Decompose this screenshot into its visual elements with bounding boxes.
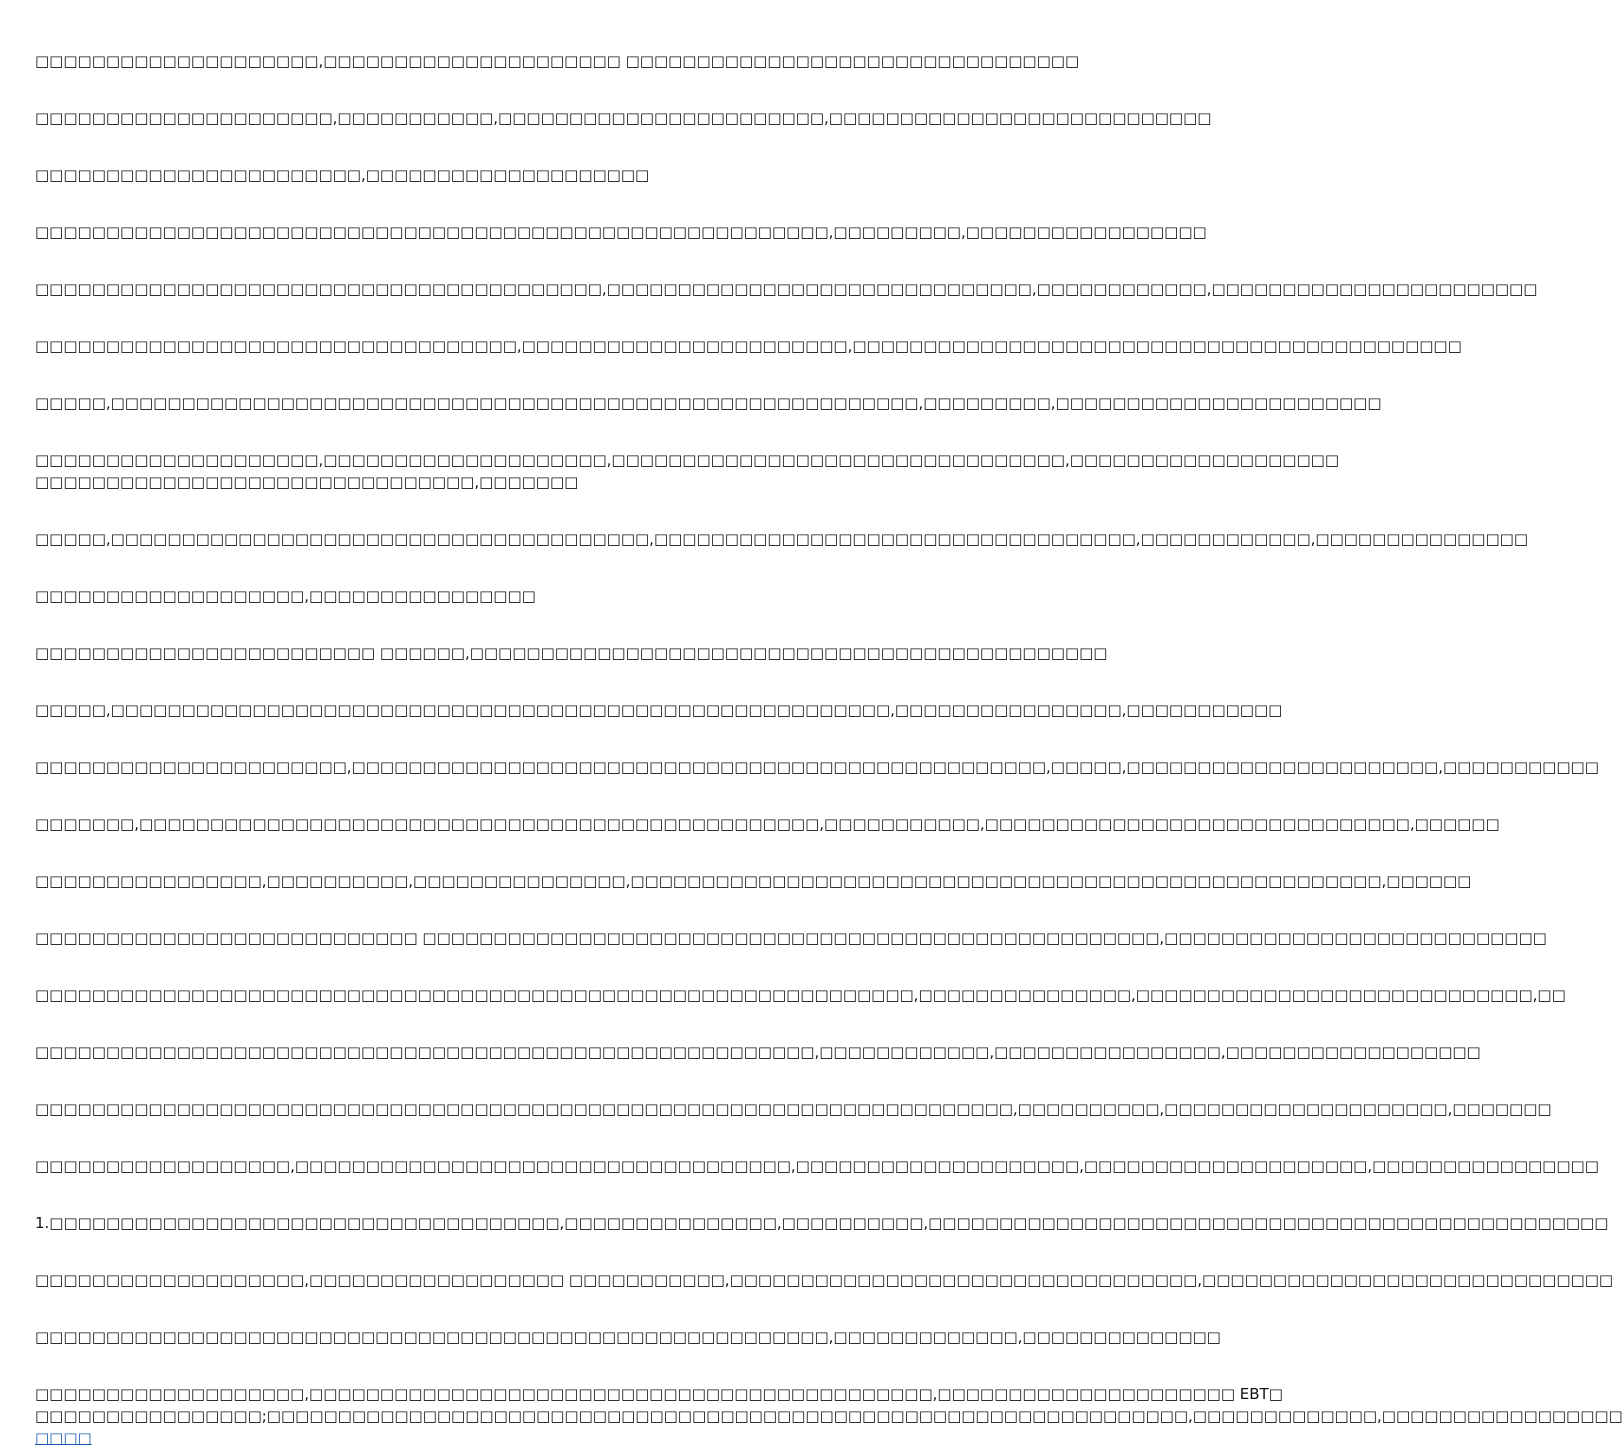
text-line-11: □□□□□□□□□□□□□□□□□□□,□□□□□□□□□□□□□□□□ bbox=[35, 587, 536, 605]
text-line-20: □□□□□□□□□□□□□□□□□□□□□□□□□□□□□□□□□□□□□□□□□□□□□□□□□□□□□□□□□□□□□□□□□□□□□,□□□□□□□□□□,□□□□□□□□□□□□□□□□□□□□,□□□□□□□ bbox=[35, 1100, 1552, 1118]
text-line-2: □□□□□□□□□□□□□□□□□□□□□,□□□□□□□□□□□,□□□□□□□□□□□□□□□□□□□□□□□,□□□□□□□□□□□□□□□□□□□□□□□□□□□ bbox=[35, 109, 1212, 127]
text-line-8: □□□□□□□□□□□□□□□□□□□□,□□□□□□□□□□□□□□□□□□□□,□□□□□□□□□□□□□□□□□□□□□□□□□□□□□□□□,□□□□□□□□□□□□□□□□□□□ bbox=[35, 451, 1339, 469]
text-line-10: □□□□□,□□□□□□□□□□□□□□□□□□□□□□□□□□□□□□□□□□□□□□,□□□□□□□□□□□□□□□□□□□□□□□□□□□□□□□□□□,□□□□□□□□□□□□,□□□□□□□□□□□□□□□ bbox=[35, 530, 1528, 548]
text-line-24: □□□□□□□□□□□□□□□□□□□□□□□□□□□□□□□□□□□□□□□□□□□□□□□□□□□□□□□□,□□□□□□□□□□□□□,□□□□□□□□□□□□□□ bbox=[35, 1328, 1221, 1346]
text-line-22: 1.□□□□□□□□□□□□□□□□□□□□□□□□□□□□□□□□□□□□,□□□□□□□□□□□□□□□,□□□□□□□□□□,□□□□□□□□□□□□□□□□□□□□□□□□□□□□□□□□□□□□□□□□□□□□□□□□ bbox=[35, 1214, 1609, 1232]
text-line-18: □□□□□□□□□□□□□□□□□□□□□□□□□□□□□□□□□□□□□□□□□□□□□□□□□□□□□□□□□□□□□□,□□□□□□□□□□□□□□□,□□□□□□□□□□□□□□□□□□□□□□□□□□□□,□□ bbox=[35, 986, 1566, 1004]
text-line-1: □□□□□□□□□□□□□□□□□□□□,□□□□□□□□□□□□□□□□□□□□□ □□□□□□□□□□□□□□□□□□□□□□□□□□□□□□□□ bbox=[35, 52, 1080, 70]
text-line-7: □□□□□,□□□□□□□□□□□□□□□□□□□□□□□□□□□□□□□□□□□□□□□□□□□□□□□□□□□□□□□□□,□□□□□□□□□,□□□□□□□□□□□□□□□□□□□□□□□ bbox=[35, 394, 1382, 412]
text-line-9: □□□□□□□□□□□□□□□□□□□□□□□□□□□□□□□,□□□□□□□ bbox=[35, 473, 579, 491]
text-line-6: □□□□□□□□□□□□□□□□□□□□□□□□□□□□□□□□□□,□□□□□□□□□□□□□□□□□□□□□□□,□□□□□□□□□□□□□□□□□□□□□□□□□□□□□□□□□□□□□□□□□□□ bbox=[35, 337, 1462, 355]
text-line-15: □□□□□□□,□□□□□□□□□□□□□□□□□□□□□□□□□□□□□□□□□□□□□□□□□□□□□□□□,□□□□□□□□□□□,□□□□□□□□□□□□□□□□□□□□□□□□□□□□□□,□□□□□□ bbox=[35, 815, 1500, 833]
text-line-19: □□□□□□□□□□□□□□□□□□□□□□□□□□□□□□□□□□□□□□□□□□□□□□□□□□□□□□□,□□□□□□□□□□□□,□□□□□□□□□□□□□□□□,□□□□□□□□□□□□□□□□□□ bbox=[35, 1043, 1481, 1061]
text-line-13: □□□□□,□□□□□□□□□□□□□□□□□□□□□□□□□□□□□□□□□□□□□□□□□□□□□□□□□□□□□□□,□□□□□□□□□□□□□□□□,□□□□□□□□□□□ bbox=[35, 701, 1283, 719]
text-line-14: □□□□□□□□□□□□□□□□□□□□□□,□□□□□□□□□□□□□□□□□□□□□□□□□□□□□□□□□□□□□□□□□□□□□□□□□,□□□□□,□□□□□□□□□□□□□□□□□□□□□□,□□□□□□□□□□□ bbox=[35, 758, 1599, 776]
text-line-26: □□□□□□□□□□□□□□□□;□□□□□□□□□□□□□□□□□□□□□□□□□□□□□□□□□□□□□□□□□□□□□□□□□□□□□□□□□□□□□□□□□,□□□□□□□□□□□□□,□□□□□□□□□□□□□□□□□ bbox=[35, 1407, 1623, 1425]
text-line-23: □□□□□□□□□□□□□□□□□□□,□□□□□□□□□□□□□□□□□□ □□□□□□□□□□□,□□□□□□□□□□□□□□□□□□□□□□□□□□□□□□□□□,□□□□□□□□□□□□□□□□□□□□□□□□□□□□□ bbox=[35, 1271, 1614, 1289]
text-line-12: □□□□□□□□□□□□□□□□□□□□□□□□ □□□□□□,□□□□□□□□□□□□□□□□□□□□□□□□□□□□□□□□□□□□□□□□□□□□□ bbox=[35, 644, 1108, 662]
text-line-16: □□□□□□□□□□□□□□□□,□□□□□□□□□□,□□□□□□□□□□□□□□□,□□□□□□□□□□□□□□□□□□□□□□□□□□□□□□□□□□□□□□□□□□□□□□□□□□□□□,□□□□□□ bbox=[35, 872, 1472, 890]
read-more-link[interactable]: □□□□ bbox=[35, 1429, 92, 1447]
text-line-4: □□□□□□□□□□□□□□□□□□□□□□□□□□□□□□□□□□□□□□□□□□□□□□□□□□□□□□□□,□□□□□□□□□,□□□□□□□□□□□□□□□□□ bbox=[35, 223, 1207, 241]
text-line-5: □□□□□□□□□□□□□□□□□□□□□□□□□□□□□□□□□□□□□□□□,□□□□□□□□□□□□□□□□□□□□□□□□□□□□□□,□□□□□□□□□□□□,□□□□□□□□□□□□□□□□□□□□□□□ bbox=[35, 280, 1538, 298]
text-line-17: □□□□□□□□□□□□□□□□□□□□□□□□□□□ □□□□□□□□□□□□□□□□□□□□□□□□□□□□□□□□□□□□□□□□□□□□□□□□□□□□,□□□□□□□□□□□□□□□□□□□□□□□□□□□ bbox=[35, 929, 1547, 947]
text-line-25: □□□□□□□□□□□□□□□□□□□,□□□□□□□□□□□□□□□□□□□□□□□□□□□□□□□□□□□□□□□□□□□□,□□□□□□□□□□□□□□□□□□□□□ EBT□ bbox=[35, 1385, 1283, 1403]
text-line-21: □□□□□□□□□□□□□□□□□□,□□□□□□□□□□□□□□□□□□□□□□□□□□□□□□□□□□□,□□□□□□□□□□□□□□□□□□□□,□□□□□□□□□□□□□□□□□□□□,□□□□□□□□□□□□□□□□ bbox=[35, 1157, 1599, 1175]
text-line-3: □□□□□□□□□□□□□□□□□□□□□□□,□□□□□□□□□□□□□□□□□□□□ bbox=[35, 166, 650, 184]
